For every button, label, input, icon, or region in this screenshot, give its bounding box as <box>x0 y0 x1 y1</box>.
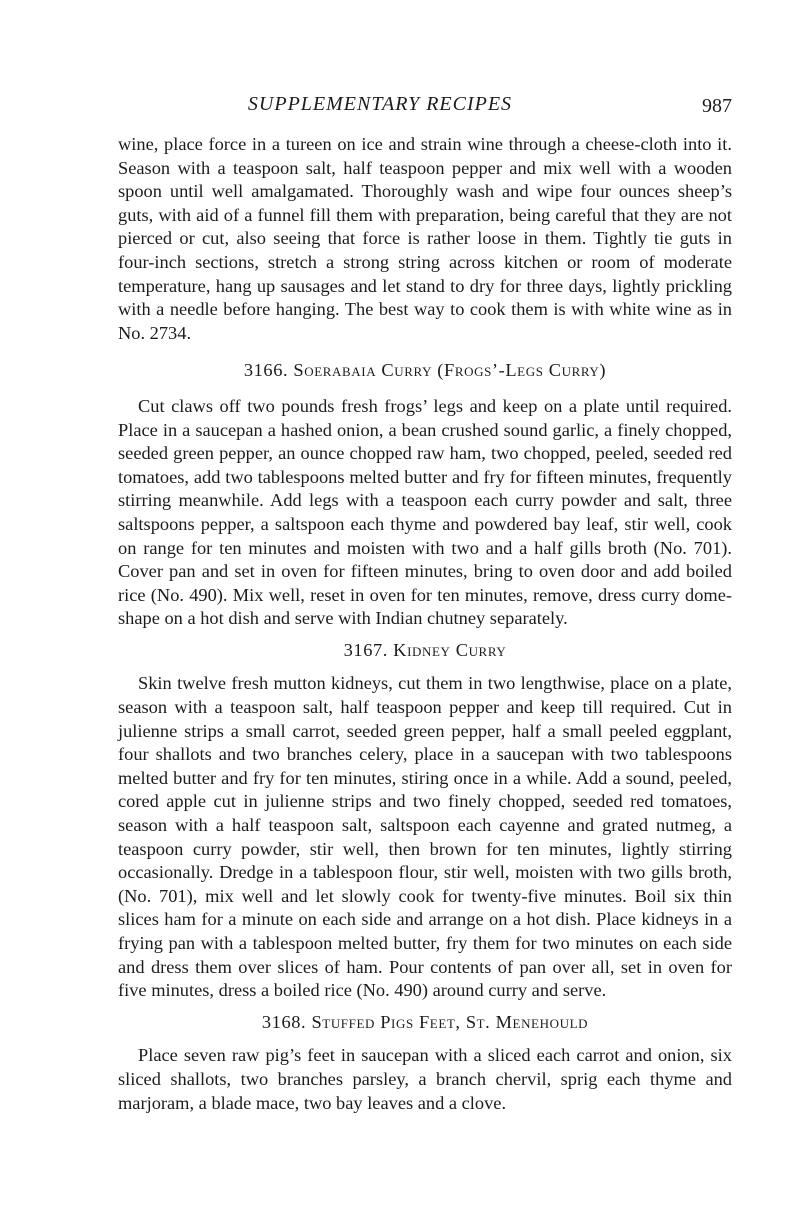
page-number: 987 <box>702 95 732 117</box>
recipe-title-3166: 3166. Soerabaia Curry (Frogs’-Legs Curry) <box>243 360 607 381</box>
recipe-title-3167: 3167. Kidney Curry <box>343 639 507 660</box>
recipe-text-3167: Skin twelve fresh mutton kidneys, cut them in two lengthwise, place on a plate, season with a teaspoon salt, half teaspoon pepper and keep till required. Cut in julienne strips a small carrot, seeded green pepper, half a small peeled eggplant, four shallots and two branches celery, place in a saucepan with two tablespoons melted butter and fry for ten minutes, stiring once in a while. Add a sound, peeled, cored apple cut in julienne strips and two finely chopped, seeded red tomatoes, season with a half teaspoon salt, saltspoon each cayenne and grated nutmeg, a teaspoon curry powder, stir well, then brown for ten minutes, lightly stirring occasionally. Dredge in a tablespoon flour, stir well, moisten with two gills broth, (No. 701), mix well and let slowly cook for twenty-five minutes. Boil six thin slices ham for a minute on each side and arrange on a hot dish. Place kidneys in a frying pan with a tablespoon melted butter, fry them for two minutes on each side and dress them over slices of ham. Pour contents of pan over all, set in oven for five minutes, dress a boiled rice (No. 490) around curry and serve. <box>118 673 732 1001</box>
intro-paragraph: wine, place force in a tureen on ice and strain wine through a cheese-cloth into it. Season with a teaspoon salt, half teaspoon pepper and mix well with a wooden spoon until well amalgamated. Thoroughly wash and wipe four ounces sheep’s guts, with aid of a funnel fill them with preparation, being careful that they are not pierced or cut, also seeing that force is rather loose in them. Tightly tie guts in four-inch sections, stretch a strong string across kitchen or room of moderate temperature, hang up sausages and let stand to dry for three days, lightly prickling with a needle before hanging. The best way to cook them is with white wine as in No. 2734. <box>118 134 732 343</box>
recipe-text-3166: Cut claws off two pounds fresh frogs’ legs and keep on a plate until required. Place in a saucepan a hashed onion, a bean crushed sound garlic, a finely chopped, seeded green pepper, an ounce chopped raw ham, two chopped, peeled, seeded red tomatoes, add two tablespoons melted butter and fry for fifteen minutes, frequently stirring meanwhile. Add legs with a teaspoon each curry powder and salt, three saltspoons pepper, a saltspoon each thyme and powdered bay leaf, stir well, cook on range for ten minutes and moisten with two and a half gills broth (No. 701). Cover pan and set in oven for fifteen minutes, bring to oven door and add boiled rice (No. 490). Mix well, reset in oven for ten minutes, remove, dress curry dome-shape on a hot dish and serve with Indian chutney separately. <box>118 395 732 629</box>
running-head: SUPPLEMENTARY RECIPES <box>247 93 513 115</box>
recipe-title-3168: 3168. Stuffed Pigs Feet, St. Menehould <box>261 1011 589 1032</box>
recipe-text-3168: Place seven raw pig’s feet in saucepan with a sliced each carrot and onion, six sliced shallots, two branches parsley, a branch chervil, sprig each thyme and marjoram, a blade mace, two bay leaves and a clove. <box>118 1045 732 1113</box>
page-body <box>118 133 732 1115</box>
